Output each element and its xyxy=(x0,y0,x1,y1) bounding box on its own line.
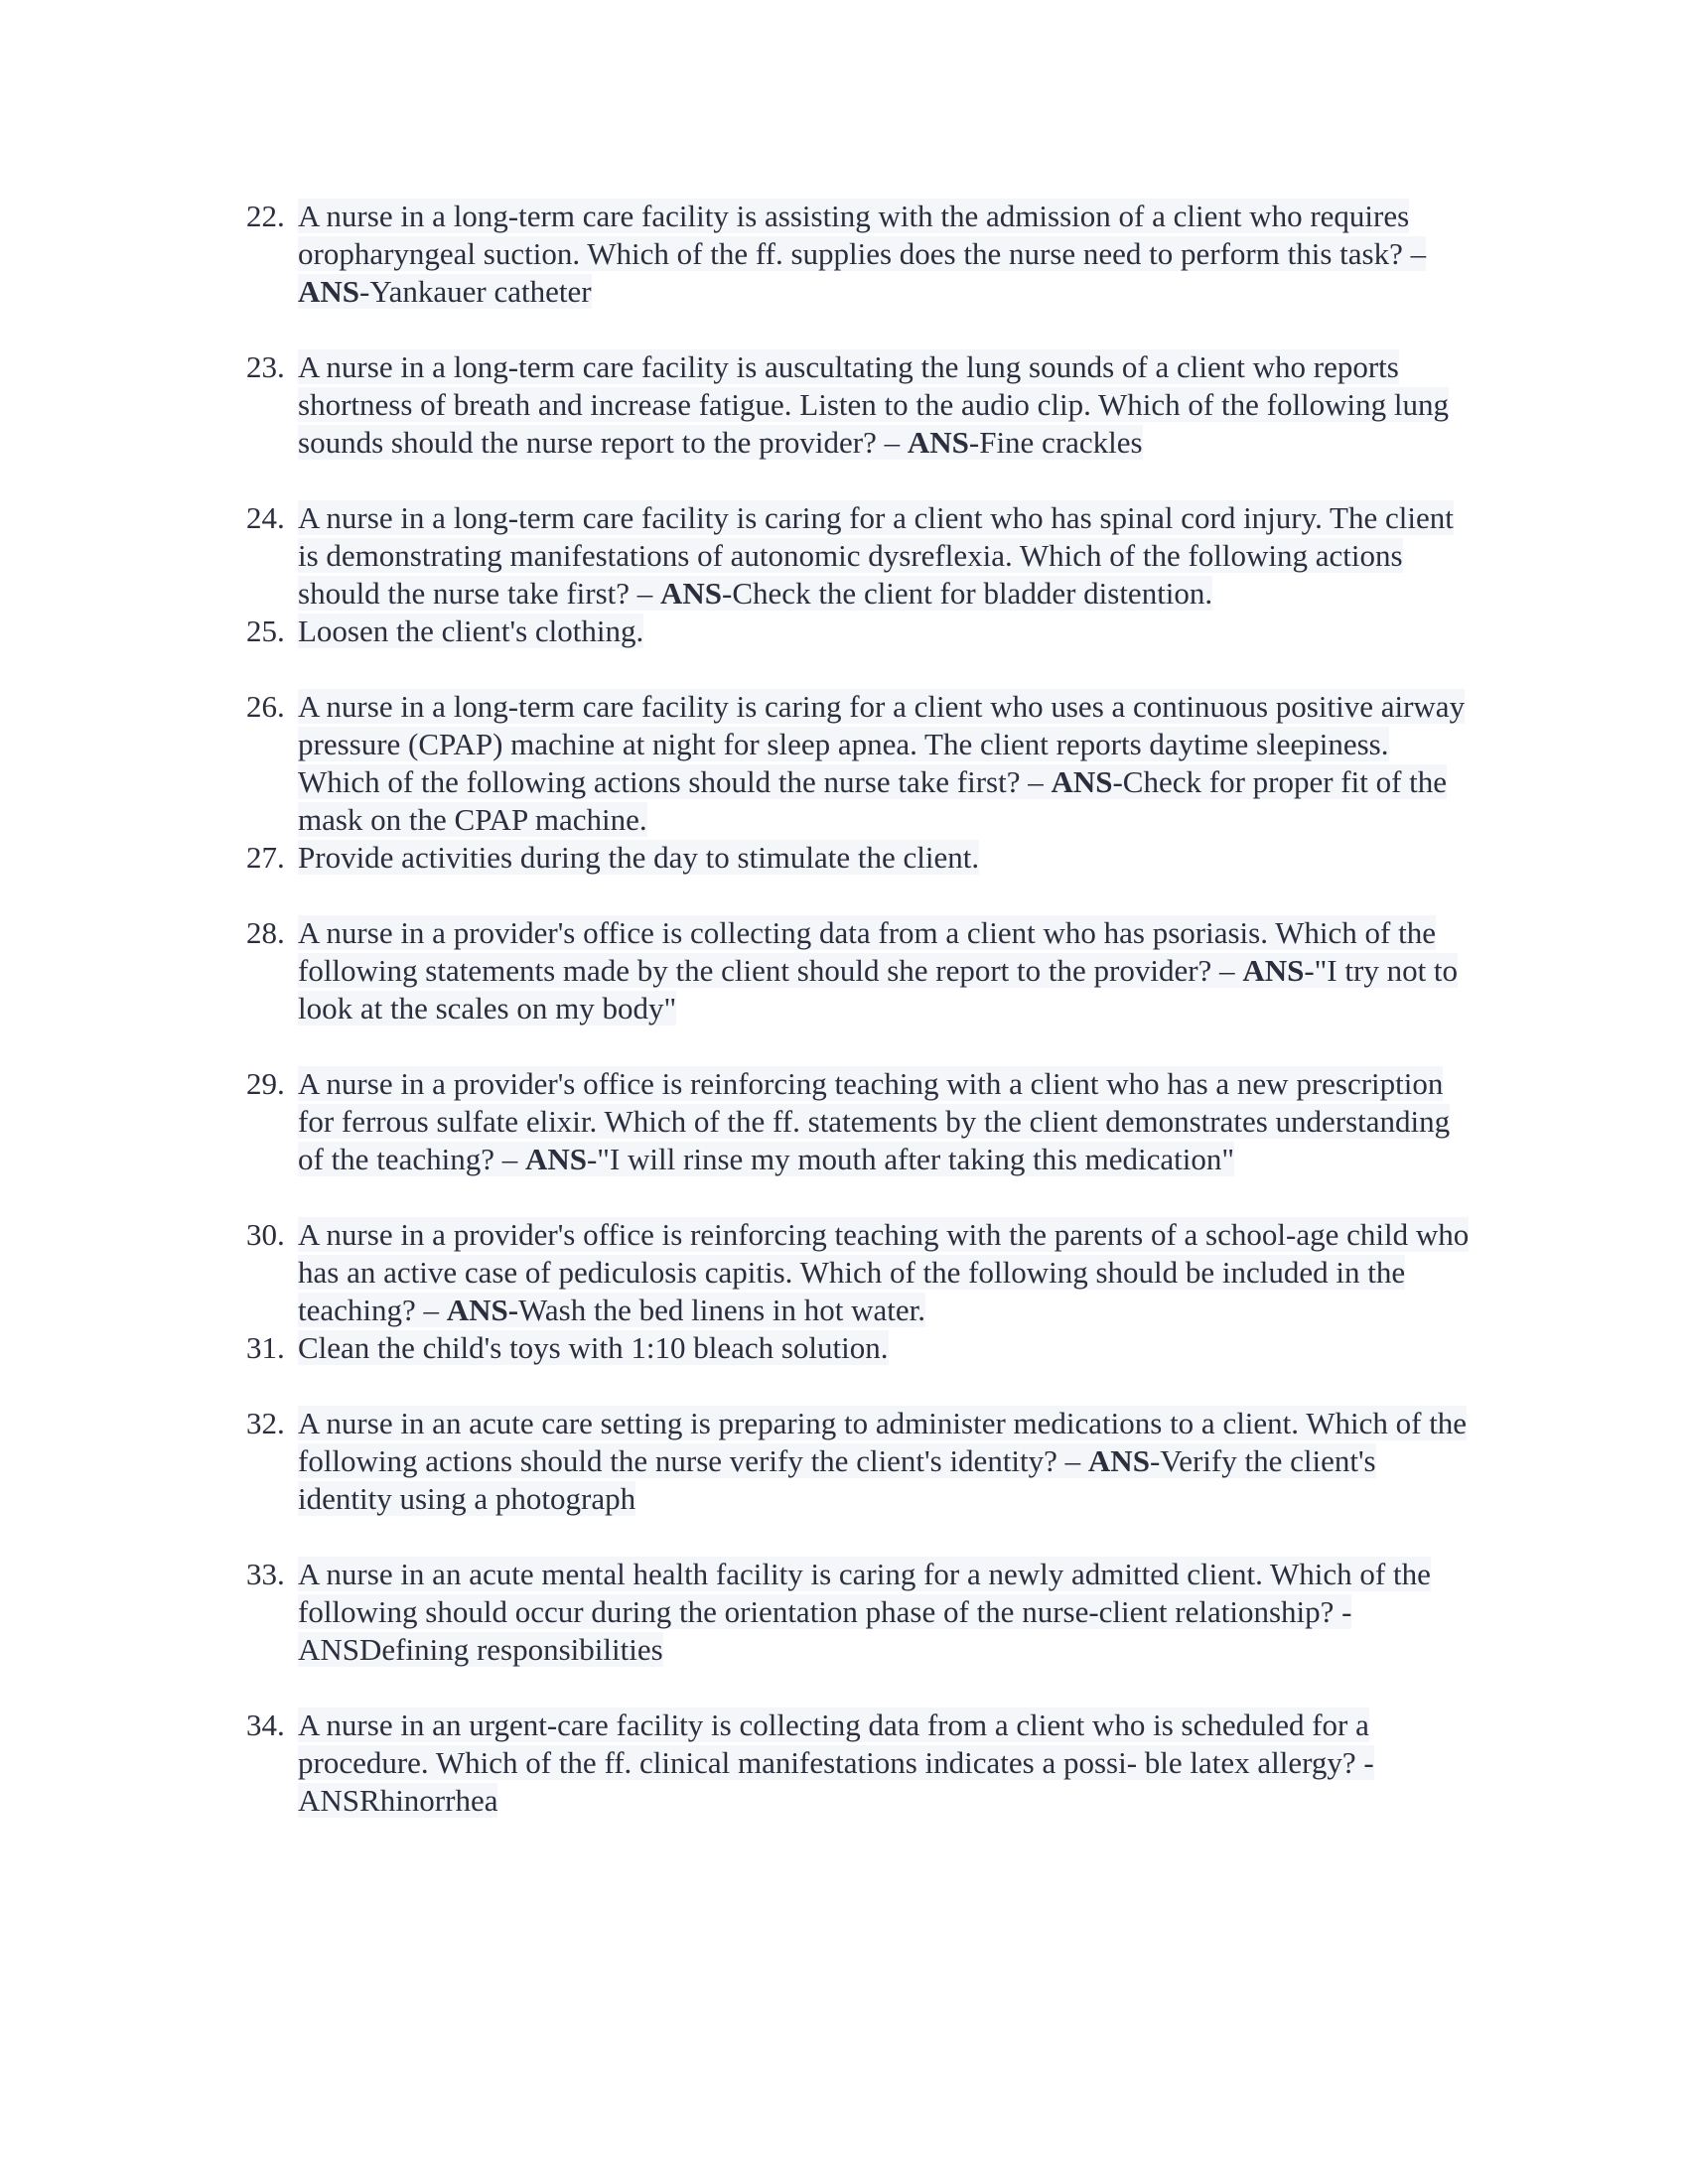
answer-label: ANS xyxy=(298,274,360,309)
item-number: 22. xyxy=(246,199,285,233)
item-text: Clean the child's toys with 1:10 bleach solution. xyxy=(298,1330,889,1365)
item-body xyxy=(298,1406,1467,1516)
answer-text: -Check for proper fit of the mask on the CPAP machine. xyxy=(298,764,1448,837)
item-number: 33. xyxy=(246,1557,285,1591)
paragraph-gap xyxy=(0,311,1688,348)
paragraph-gap xyxy=(0,1367,1688,1405)
qa-item-33 xyxy=(0,1556,1470,1669)
qa-item-29 xyxy=(0,1065,1470,1178)
qa-item-24 xyxy=(0,499,1470,613)
question-text: A nurse in a provider's office is collecting data from a client who has psoriasis. Which of the following statements made by the client should she report to the provider? – xyxy=(298,915,1436,988)
list-item-25 xyxy=(0,613,1470,650)
item-number: 27. xyxy=(246,840,285,875)
qa-item-30 xyxy=(0,1216,1470,1329)
paragraph-gap xyxy=(0,1669,1688,1706)
item-number: 23. xyxy=(246,349,285,384)
item-number: 28. xyxy=(246,915,285,950)
item-body xyxy=(298,1217,1469,1327)
answer-text: Wash the bed linens in hot water. xyxy=(518,1293,925,1327)
item-text: Provide activities during the day to stimulate the client. xyxy=(298,840,980,875)
paragraph-gap xyxy=(0,1178,1688,1216)
question-text: A nurse in an acute care setting is preparing to administer medications to a client. Which of the following actions should the nurse verify the client's identity? – xyxy=(298,1406,1468,1478)
item-text: Loosen the client's clothing. xyxy=(298,614,644,648)
item-body xyxy=(298,199,1426,309)
answer-label: ANS xyxy=(1087,1443,1150,1478)
item-number: 26. xyxy=(246,689,285,724)
question-text: A nurse in a provider's office is reinforcing teaching with the parents of a school-age child who has an active case of pediculosis capitis. Which of the following should be included in the teaching? – xyxy=(298,1217,1470,1327)
item-number: 29. xyxy=(246,1066,285,1101)
answer-text: -Yankauer catheter xyxy=(359,274,592,309)
list-item-31 xyxy=(0,1329,1470,1367)
item-text: A nurse in an acute mental health facility is caring for a newly admitted client. Which of the following should occur during the orientation phase of the nurse-client relationship? - ANSDefining responsibilities xyxy=(298,1557,1431,1667)
item-number: 32. xyxy=(246,1406,285,1440)
question-text: A nurse in a long-term care facility is auscultating the lung sounds of a client who reports shortness of breath and increase fatigue. Listen to the audio clip. Which of the following lung sounds should the nurse report to the provider? – xyxy=(298,349,1450,460)
item-body xyxy=(298,915,1458,1025)
qa-item-22 xyxy=(0,198,1470,311)
qa-item-32 xyxy=(0,1405,1470,1518)
item-body xyxy=(298,689,1465,837)
item-number: 30. xyxy=(246,1217,285,1252)
item-number: 34. xyxy=(246,1707,285,1742)
question-text: A nurse in a provider's office is reinforcing teaching with a client who has a new prescription for ferrous sulfate elixir. Which of the ff. statements by the client demonstrates understanding of the teaching? – xyxy=(298,1066,1451,1176)
qa-item-26 xyxy=(0,688,1470,839)
document-page xyxy=(0,198,1688,1820)
answer-text: -"I will rinse my mouth after taking this medication" xyxy=(586,1142,1235,1176)
item-number: 25. xyxy=(246,614,285,648)
item-body xyxy=(298,349,1449,460)
answer-label: ANS xyxy=(1051,764,1113,799)
item-body xyxy=(298,500,1454,611)
qa-item-34 xyxy=(0,1706,1470,1820)
answer-label: ANS xyxy=(907,425,969,460)
answer-text: -Verify the client's identity using a photograph xyxy=(298,1443,1376,1516)
item-number: 31. xyxy=(246,1330,285,1365)
answer-label: ANS- xyxy=(446,1293,519,1327)
qa-item-23 xyxy=(0,348,1470,462)
paragraph-gap xyxy=(0,462,1688,499)
item-body xyxy=(298,1066,1450,1176)
answer-text: -Check the client for bladder distention. xyxy=(722,576,1213,611)
answer-text: -"I try not to look at the scales on my body" xyxy=(298,953,1459,1025)
paragraph-gap xyxy=(0,877,1688,914)
answer-text: -Fine crackles xyxy=(968,425,1143,460)
paragraph-gap xyxy=(0,650,1688,688)
qa-item-28 xyxy=(0,914,1470,1027)
answer-label: ANS xyxy=(524,1142,587,1176)
question-text: A nurse in a long-term care facility is assisting with the admission of a client who requires oropharyngeal suction. Which of the ff. supplies does the nurse need to perform this task? – xyxy=(298,199,1427,271)
item-text: A nurse in an urgent-care facility is collecting data from a client who is scheduled for a procedure. Which of the ff. clinical manifestations indicates a possi- ble latex allergy? - ANSRhinorrhea xyxy=(298,1707,1374,1818)
question-text: A nurse in a long-term care facility is caring for a client who has spinal cord injury. The client is demonstrating manifestations of autonomic dysreflexia. Which of the following actions should the nurse take first? – xyxy=(298,500,1454,611)
question-text: A nurse in a long-term care facility is caring for a client who uses a continuous positive airway pressure (CPAP) machine at night for sleep apnea. The client reports daytime sleepiness. Which of the following actions should the nurse take first? – xyxy=(298,689,1466,799)
answer-label: ANS xyxy=(1242,953,1305,988)
paragraph-gap xyxy=(0,1027,1688,1065)
list-item-27 xyxy=(0,839,1470,877)
paragraph-gap xyxy=(0,1518,1688,1556)
item-number: 24. xyxy=(246,500,285,535)
answer-label: ANS xyxy=(660,576,723,611)
